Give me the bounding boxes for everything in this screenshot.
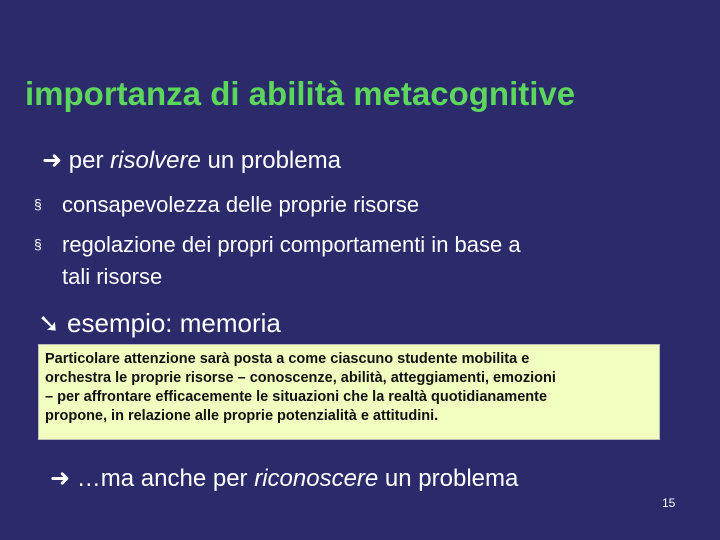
heading1-suffix: un problema — [200, 147, 341, 174]
arrow-down-right-icon: ➘ — [38, 308, 60, 338]
heading1-italic: risolvere — [110, 147, 201, 174]
bullet-text-2-continuation: tali risorse — [62, 264, 163, 289]
quote-box — [38, 344, 660, 440]
bullet-item-1 — [34, 192, 419, 218]
bottom-italic: riconoscere — [254, 465, 379, 492]
heading1-prefix: per — [68, 147, 111, 174]
arrow-right-icon: ➜ — [42, 147, 63, 174]
arrow-right-icon: ➜ — [50, 465, 71, 492]
heading-risolvere — [42, 146, 341, 175]
square-bullet-icon: § — [34, 196, 42, 212]
page-number: 15 — [662, 496, 676, 510]
bullet-text-2: regolazione dei propri comportamenti in base a — [62, 232, 521, 257]
square-bullet-icon: § — [34, 236, 42, 252]
slide-title: importanza di abilità metacognitive — [25, 75, 576, 112]
closing-line — [50, 464, 518, 493]
heading-esempio — [38, 308, 281, 339]
quote-line: Particolare attenzione sarà posta a come ciascuno studente mobilita e — [45, 351, 530, 367]
quote-line: propone, in relazione alle proprie potenzialità e attitudini. — [45, 408, 439, 424]
bottom-prefix: …ma anche per — [70, 465, 255, 492]
quote-line: – per affrontare efficacemente le situazioni che la realtà quotidianamente — [45, 389, 548, 405]
bullet-text-1: consapevolezza delle proprie risorse — [62, 192, 420, 217]
quote-line: orchestra le proprie risorse – conoscenze, abilità, atteggiamenti, emozioni — [45, 370, 556, 386]
bottom-suffix: un problema — [378, 465, 519, 492]
heading2-text: esempio: memoria — [67, 308, 281, 338]
bullet-item-2 — [34, 232, 521, 258]
